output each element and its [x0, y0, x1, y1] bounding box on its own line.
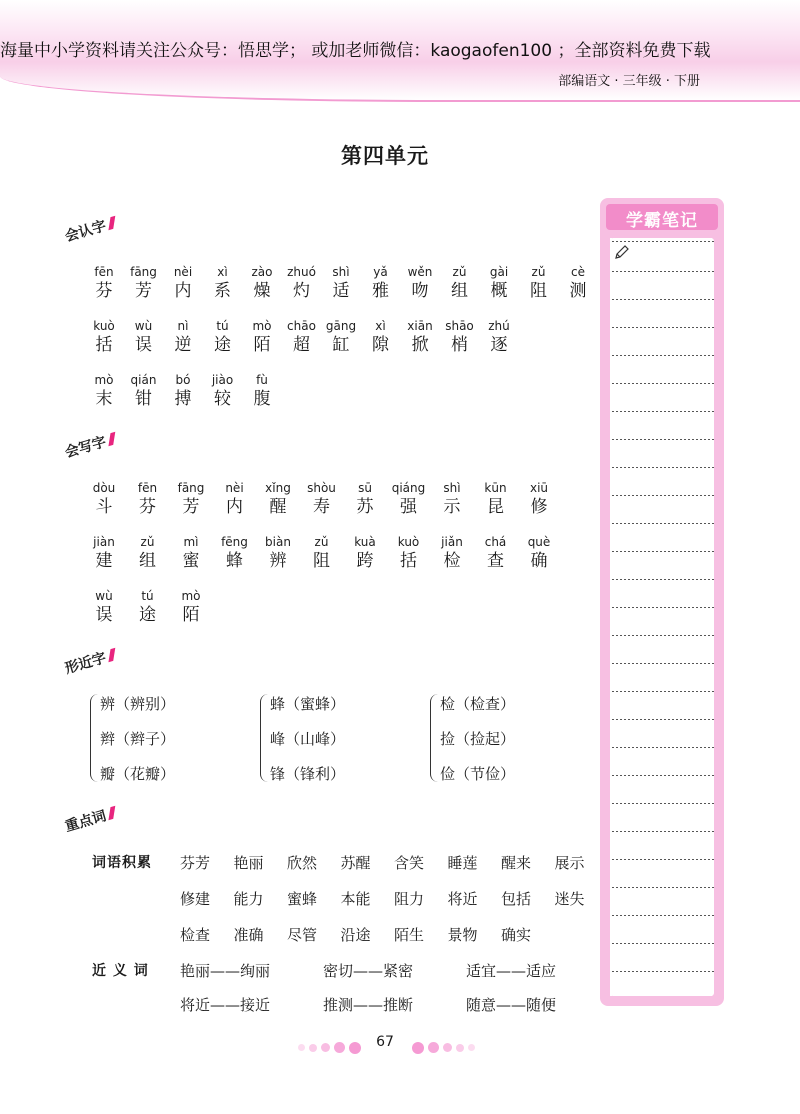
pinyin: shì [332, 265, 350, 279]
hanzi: 末 [95, 389, 113, 409]
pinyin: xiū [529, 481, 549, 495]
similar-item: 峰（山峰） [270, 730, 346, 748]
hanzi: 括 [400, 551, 417, 571]
hanzi: 跨 [356, 551, 374, 571]
brace [260, 694, 269, 782]
hanzi: 寿 [313, 497, 330, 517]
pinyin: jiǎn [441, 535, 463, 549]
char-cell [550, 264, 606, 302]
word: 睡莲 [447, 854, 478, 872]
pinyin: kuò [93, 319, 115, 333]
hanzi: 途 [214, 335, 231, 355]
tag-mark-icon [108, 216, 115, 230]
hanzi: 检 [443, 551, 461, 571]
hanzi: 隙 [372, 335, 389, 355]
similar-group [430, 690, 600, 788]
pinyin: zào [251, 265, 273, 279]
pinyin: gāng [325, 319, 357, 333]
similar-item: 锋（锋利） [270, 765, 346, 783]
hanzi: 系 [214, 281, 231, 301]
pinyin: zǔ [452, 265, 467, 279]
tag-mark-icon [108, 648, 115, 662]
pinyin: shì [443, 481, 461, 495]
char-cell [234, 372, 290, 410]
section-tag-keywords: 重点词 [62, 803, 117, 836]
pinyin: fù [256, 373, 268, 387]
word: 沿途 [340, 926, 371, 944]
hanzi: 误 [135, 335, 152, 355]
notes-header [606, 204, 718, 230]
pinyin: fēn [137, 481, 158, 495]
pinyin: xiān [407, 319, 433, 333]
word: 尽管 [287, 926, 318, 944]
pinyin: fēn [94, 265, 114, 279]
hanzi: 缸 [332, 335, 350, 355]
word: 蜜蜂 [287, 890, 318, 908]
hanzi: 陌 [182, 605, 200, 625]
pinyin: jiàn [93, 535, 115, 549]
word: 包括 [501, 890, 532, 908]
pinyin: zhú [488, 319, 510, 333]
hanzi: 建 [95, 551, 113, 571]
word: 阻力 [394, 890, 425, 908]
hanzi: 陌 [253, 335, 271, 355]
pinyin: fāng [177, 481, 205, 495]
synonym-pair: 艳丽——绚丽 [180, 962, 271, 980]
pinyin: zhuó [287, 265, 316, 279]
pinyin: mò [181, 589, 201, 603]
hanzi: 燥 [253, 281, 271, 301]
pinyin: wù [95, 589, 113, 603]
hanzi: 内 [174, 281, 192, 301]
tag-mark-icon [108, 432, 115, 446]
pinyin: shòu [307, 481, 336, 495]
pencil-icon [614, 244, 630, 260]
pinyin: kuà [354, 535, 376, 549]
word: 准确 [233, 926, 264, 944]
hanzi: 醒 [269, 497, 287, 517]
pinyin: tú [216, 319, 229, 333]
synonym-pair: 将近——接近 [180, 996, 271, 1014]
hanzi: 芳 [135, 281, 152, 301]
hanzi: 阻 [313, 551, 330, 571]
pinyin: qián [130, 373, 157, 387]
pinyin: yǎ [373, 265, 388, 279]
synonym-pair: 密切——紧密 [323, 962, 414, 980]
synonym-pair: 随意——随便 [466, 996, 557, 1014]
section-tag-write: 会写字 [62, 429, 117, 462]
hanzi: 超 [293, 335, 310, 355]
hanzi: 蜜 [182, 551, 200, 571]
header-notice: 海量中小学资料请关注公众号：悟思学； 或加老师微信：kaogaofen100 ；全部资料免费下载 [0, 41, 711, 61]
word: 醒来 [501, 854, 532, 872]
pinyin: mò [94, 373, 114, 387]
page-dots-right [410, 1037, 477, 1049]
pinyin: cè [571, 265, 585, 279]
pinyin: xǐng [265, 481, 291, 495]
hanzi: 适 [332, 281, 350, 301]
pinyin: xì [375, 319, 386, 333]
word: 本能 [340, 890, 371, 908]
pinyin: kuò [397, 535, 420, 549]
char-cell [511, 534, 567, 572]
word: 欣然 [287, 854, 318, 872]
hanzi: 内 [226, 497, 243, 517]
pinyin: mò [252, 319, 272, 333]
word: 陌生 [394, 926, 425, 944]
similar-group [260, 690, 430, 788]
char-cell [163, 588, 219, 626]
pinyin: tú [141, 589, 154, 603]
word: 修建 [180, 890, 211, 908]
hanzi: 斗 [95, 497, 113, 517]
hanzi: 腹 [253, 389, 271, 409]
hanzi: 概 [490, 281, 508, 301]
word: 艳丽 [233, 854, 264, 872]
pinyin: chá [484, 535, 507, 549]
hanzi: 逐 [490, 335, 508, 355]
similar-item: 俭（节俭） [440, 765, 516, 783]
pinyin: nèi [225, 481, 244, 495]
pinyin: kūn [484, 481, 507, 495]
synonym-label: 近 义 词 [92, 963, 149, 979]
word: 展示 [554, 854, 585, 872]
hanzi: 苏 [356, 497, 374, 517]
hanzi: 芬 [95, 281, 113, 301]
notes-panel [600, 198, 724, 1006]
pinyin: shāo [445, 319, 474, 333]
synonym-pair: 推测——推断 [323, 996, 414, 1014]
word: 芬芳 [180, 854, 211, 872]
pinyin: wěn [407, 265, 433, 279]
word: 将近 [447, 890, 478, 908]
similar-item: 检（检查） [440, 695, 516, 713]
pinyin: zǔ [314, 535, 329, 549]
section-tag-recognize: 会认字 [62, 213, 117, 246]
pinyin: jiào [211, 373, 234, 387]
pinyin: nì [177, 319, 189, 333]
hanzi: 逆 [174, 335, 192, 355]
notes-title: 学霸笔记 [626, 211, 698, 231]
hanzi: 查 [487, 551, 504, 571]
pinyin: sū [358, 481, 372, 495]
pinyin: wù [134, 319, 153, 333]
hanzi: 昆 [487, 497, 504, 517]
synonym-pair: 适宜——适应 [466, 962, 557, 980]
hanzi: 吻 [411, 281, 429, 301]
tag-mark-icon [108, 806, 115, 820]
pinyin: qiáng [391, 481, 426, 495]
hanzi: 测 [569, 281, 587, 301]
notes-lines[interactable] [610, 238, 714, 996]
similar-item: 瓣（花瓣） [100, 765, 176, 783]
brace [430, 694, 439, 782]
word: 能力 [233, 890, 264, 908]
hanzi: 误 [95, 605, 113, 625]
pinyin: fēng [221, 535, 248, 549]
hanzi: 搏 [174, 389, 192, 409]
book-label: 部编语文 · 三年级 · 下册 [558, 74, 700, 89]
char-cell [471, 318, 527, 356]
hanzi: 辨 [269, 551, 287, 571]
hanzi: 灼 [293, 281, 310, 301]
hanzi: 阻 [530, 281, 547, 301]
pinyin: zǔ [140, 535, 155, 549]
pinyin: dòu [92, 481, 116, 495]
pinyin: fāng [130, 265, 157, 279]
similar-item: 蜂（蜜蜂） [270, 695, 346, 713]
pinyin: què [527, 535, 551, 549]
word: 含笑 [394, 854, 425, 872]
page-title: 第四单元 [341, 144, 429, 168]
pinyin: biàn [265, 535, 291, 549]
hanzi: 示 [443, 497, 461, 517]
hanzi: 雅 [372, 281, 389, 301]
hanzi: 确 [530, 551, 548, 571]
hanzi: 芳 [182, 497, 200, 517]
pinyin: nèi [173, 265, 193, 279]
hanzi: 组 [139, 551, 156, 571]
hanzi: 钳 [135, 389, 152, 409]
similar-item: 辨（辨别） [100, 695, 176, 713]
word: 景物 [447, 926, 478, 944]
word: 迷失 [554, 890, 585, 908]
pinyin: mì [183, 535, 199, 549]
hanzi: 修 [530, 497, 548, 517]
hanzi: 蜂 [226, 551, 243, 571]
page-number: 67 [376, 1034, 394, 1050]
hanzi: 较 [214, 389, 231, 409]
pinyin: zǔ [531, 265, 546, 279]
word: 检查 [180, 926, 211, 944]
pinyin: chāo [287, 319, 316, 333]
hanzi: 括 [95, 335, 113, 355]
similar-item: 辫（辫子） [100, 730, 176, 748]
hanzi: 梢 [451, 335, 468, 355]
hanzi: 途 [139, 605, 156, 625]
accumulate-label: 词语积累 [92, 855, 152, 871]
word: 确实 [501, 926, 532, 944]
char-cell [511, 480, 567, 518]
hanzi: 芬 [139, 497, 156, 517]
section-tag-similar: 形近字 [62, 645, 117, 678]
pinyin: gài [489, 265, 509, 279]
hanzi: 组 [451, 281, 468, 301]
pinyin: bó [175, 373, 191, 387]
hanzi: 强 [400, 497, 417, 517]
pinyin: xì [217, 265, 228, 279]
similar-group [90, 690, 260, 788]
hanzi: 掀 [411, 335, 429, 355]
similar-item: 捡（捡起） [440, 730, 516, 748]
word: 苏醒 [340, 854, 371, 872]
brace [90, 694, 99, 782]
